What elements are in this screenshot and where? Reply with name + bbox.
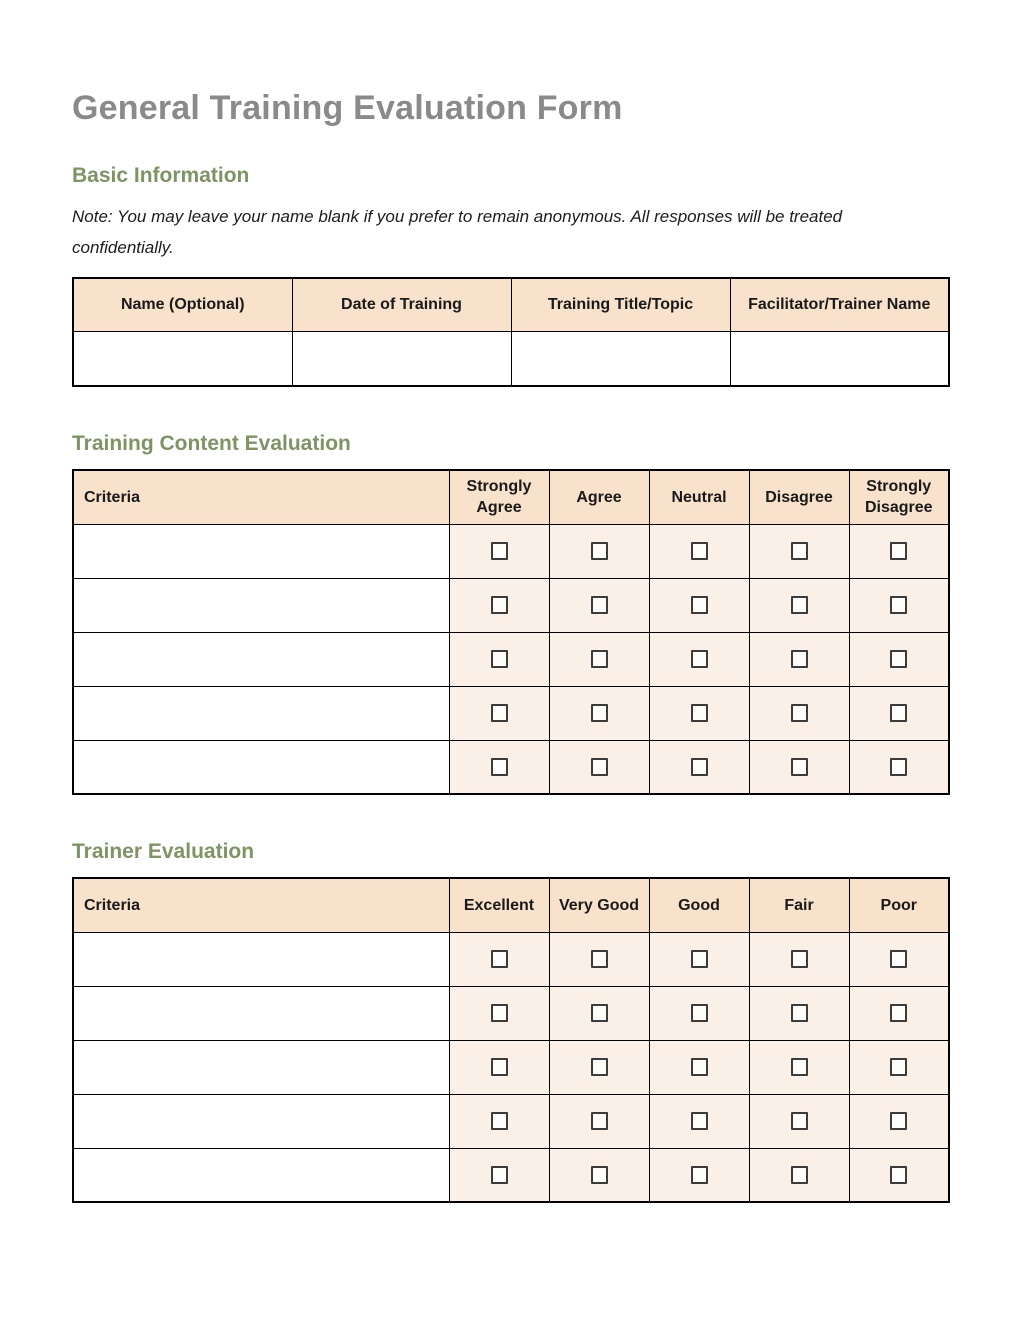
rating-cell	[749, 1040, 849, 1094]
rating-checkbox[interactable]	[791, 1004, 808, 1022]
rating-checkbox[interactable]	[691, 1004, 708, 1022]
rating-cell	[449, 1148, 549, 1202]
rating-checkbox[interactable]	[691, 758, 708, 776]
criteria-input-cell[interactable]	[73, 1040, 449, 1094]
rating-cell	[449, 932, 549, 986]
rating-checkbox[interactable]	[890, 1166, 907, 1184]
col-header-date-of-training: Date of Training	[292, 278, 511, 332]
col-header-disagree: Disagree	[749, 470, 849, 524]
anonymity-note: Note: You may leave your name blank if you prefer to remain anonymous. All responses will be treated confidentially.	[72, 206, 843, 257]
col-header-very-good: Very Good	[549, 878, 649, 932]
rating-checkbox[interactable]	[591, 542, 608, 560]
rating-cell	[649, 524, 749, 578]
rating-cell	[549, 932, 649, 986]
rating-checkbox[interactable]	[491, 1004, 508, 1022]
rating-checkbox[interactable]	[890, 758, 907, 776]
rating-cell	[549, 1040, 649, 1094]
criteria-column-header: Criteria	[73, 470, 449, 524]
criteria-input-cell[interactable]	[73, 932, 449, 986]
criteria-row	[73, 1040, 949, 1094]
rating-cell	[849, 524, 949, 578]
page-title: General Training Evaluation Form	[72, 89, 623, 127]
criteria-input-cell[interactable]	[73, 1148, 449, 1202]
rating-cell	[649, 740, 749, 794]
rating-checkbox[interactable]	[890, 1004, 907, 1022]
rating-checkbox[interactable]	[491, 704, 508, 722]
criteria-row	[73, 1148, 949, 1202]
rating-checkbox[interactable]	[890, 1058, 907, 1076]
rating-checkbox[interactable]	[591, 704, 608, 722]
rating-cell	[649, 686, 749, 740]
section-training-content-evaluation	[72, 431, 948, 795]
rating-cell	[749, 686, 849, 740]
rating-checkbox[interactable]	[791, 1166, 808, 1184]
criteria-input-cell[interactable]	[73, 632, 449, 686]
rating-checkbox[interactable]	[491, 542, 508, 560]
rating-checkbox[interactable]	[591, 1004, 608, 1022]
rating-checkbox[interactable]	[591, 1166, 608, 1184]
col-header-fair: Fair	[749, 878, 849, 932]
rating-checkbox[interactable]	[791, 650, 808, 668]
criteria-row	[73, 932, 949, 986]
basic-info-header-row	[73, 278, 949, 332]
col-header-training-title-topic: Training Title/Topic	[511, 278, 730, 332]
rating-cell	[449, 986, 549, 1040]
rating-cell	[649, 932, 749, 986]
rating-checkbox[interactable]	[591, 1058, 608, 1076]
rating-checkbox[interactable]	[491, 1166, 508, 1184]
criteria-input-cell[interactable]	[73, 686, 449, 740]
section-trainer-evaluation	[72, 839, 948, 1203]
rating-cell	[649, 578, 749, 632]
rating-checkbox[interactable]	[791, 1112, 808, 1130]
rating-checkbox[interactable]	[691, 704, 708, 722]
rating-checkbox[interactable]	[691, 596, 708, 614]
rating-cell	[749, 932, 849, 986]
criteria-row	[73, 524, 949, 578]
criteria-row	[73, 632, 949, 686]
content-evaluation-table	[72, 469, 950, 795]
rating-cell	[449, 632, 549, 686]
rating-cell	[749, 986, 849, 1040]
training-title-input-cell[interactable]	[511, 332, 730, 386]
rating-checkbox[interactable]	[890, 704, 907, 722]
rating-cell	[649, 1148, 749, 1202]
rating-checkbox[interactable]	[491, 596, 508, 614]
rating-checkbox[interactable]	[890, 542, 907, 560]
rating-cell	[549, 986, 649, 1040]
rating-cell	[449, 1040, 549, 1094]
criteria-row	[73, 1094, 949, 1148]
criteria-input-cell[interactable]	[73, 524, 449, 578]
criteria-row	[73, 986, 949, 1040]
col-header-good: Good	[649, 878, 749, 932]
col-header-strongly-agree: Strongly Agree	[449, 470, 549, 524]
facilitator-name-input-cell[interactable]	[730, 332, 949, 386]
rating-cell	[449, 686, 549, 740]
rating-checkbox[interactable]	[791, 542, 808, 560]
rating-cell	[649, 986, 749, 1040]
content-evaluation-header-row	[73, 470, 949, 524]
rating-checkbox[interactable]	[591, 758, 608, 776]
rating-cell	[649, 632, 749, 686]
rating-checkbox[interactable]	[890, 650, 907, 668]
col-header-poor: Poor	[849, 878, 949, 932]
trainer-evaluation-header-row	[73, 878, 949, 932]
rating-cell	[549, 740, 649, 794]
rating-checkbox[interactable]	[691, 650, 708, 668]
rating-checkbox[interactable]	[491, 950, 508, 968]
criteria-input-cell[interactable]	[73, 740, 449, 794]
section-basic-information	[72, 163, 948, 387]
section-heading-trainer-evaluation: Trainer Evaluation	[72, 840, 255, 864]
rating-cell	[649, 1040, 749, 1094]
rating-checkbox[interactable]	[890, 596, 907, 614]
rating-cell	[849, 1148, 949, 1202]
rating-cell	[849, 1040, 949, 1094]
basic-info-entry-row	[73, 332, 949, 386]
rating-checkbox[interactable]	[591, 596, 608, 614]
rating-cell	[649, 1094, 749, 1148]
rating-checkbox[interactable]	[491, 758, 508, 776]
section-heading-basic-information: Basic Information	[72, 163, 250, 187]
rating-cell	[549, 524, 649, 578]
name-input-cell[interactable]	[73, 332, 292, 386]
rating-cell	[849, 740, 949, 794]
criteria-input-cell[interactable]	[73, 578, 449, 632]
rating-cell	[449, 740, 549, 794]
rating-cell	[549, 1148, 649, 1202]
col-header-strongly-disagree: Strongly Disagree	[849, 470, 949, 524]
criteria-input-cell[interactable]	[73, 986, 449, 1040]
rating-cell	[549, 686, 649, 740]
rating-cell	[749, 578, 849, 632]
basic-information-table	[72, 277, 950, 387]
rating-checkbox[interactable]	[890, 950, 907, 968]
rating-cell	[549, 1094, 649, 1148]
rating-checkbox[interactable]	[491, 650, 508, 668]
rating-cell	[749, 740, 849, 794]
col-header-name-optional: Name (Optional)	[73, 278, 292, 332]
rating-checkbox[interactable]	[591, 950, 608, 968]
trainer-evaluation-table	[72, 877, 950, 1203]
rating-checkbox[interactable]	[691, 1058, 708, 1076]
rating-cell	[849, 578, 949, 632]
rating-cell	[749, 1148, 849, 1202]
rating-cell	[449, 1094, 549, 1148]
date-of-training-input-cell[interactable]	[292, 332, 511, 386]
rating-checkbox[interactable]	[791, 1058, 808, 1076]
rating-checkbox[interactable]	[591, 1112, 608, 1130]
rating-cell	[849, 632, 949, 686]
rating-cell	[849, 986, 949, 1040]
rating-checkbox[interactable]	[491, 1058, 508, 1076]
rating-checkbox[interactable]	[791, 758, 808, 776]
rating-cell	[849, 932, 949, 986]
col-header-neutral: Neutral	[649, 470, 749, 524]
rating-checkbox[interactable]	[791, 950, 808, 968]
rating-cell	[749, 632, 849, 686]
col-header-facilitator-trainer-name: Facilitator/Trainer Name	[730, 278, 949, 332]
rating-cell	[749, 524, 849, 578]
rating-checkbox[interactable]	[791, 704, 808, 722]
rating-cell	[549, 578, 649, 632]
rating-cell	[849, 686, 949, 740]
rating-checkbox[interactable]	[591, 650, 608, 668]
rating-checkbox[interactable]	[890, 1112, 907, 1130]
rating-checkbox[interactable]	[491, 1112, 508, 1130]
rating-cell	[549, 632, 649, 686]
rating-cell	[449, 578, 549, 632]
rating-cell	[749, 1094, 849, 1148]
criteria-row	[73, 686, 949, 740]
rating-cell	[849, 1094, 949, 1148]
criteria-row	[73, 578, 949, 632]
rating-checkbox[interactable]	[691, 950, 708, 968]
rating-cell	[449, 524, 549, 578]
criteria-row	[73, 740, 949, 794]
col-header-excellent: Excellent	[449, 878, 549, 932]
rating-checkbox[interactable]	[691, 542, 708, 560]
section-heading-training-content-evaluation: Training Content Evaluation	[72, 431, 351, 455]
rating-checkbox[interactable]	[791, 596, 808, 614]
col-header-agree: Agree	[549, 470, 649, 524]
criteria-column-header: Criteria	[73, 878, 449, 932]
rating-checkbox[interactable]	[691, 1166, 708, 1184]
criteria-input-cell[interactable]	[73, 1094, 449, 1148]
rating-checkbox[interactable]	[691, 1112, 708, 1130]
